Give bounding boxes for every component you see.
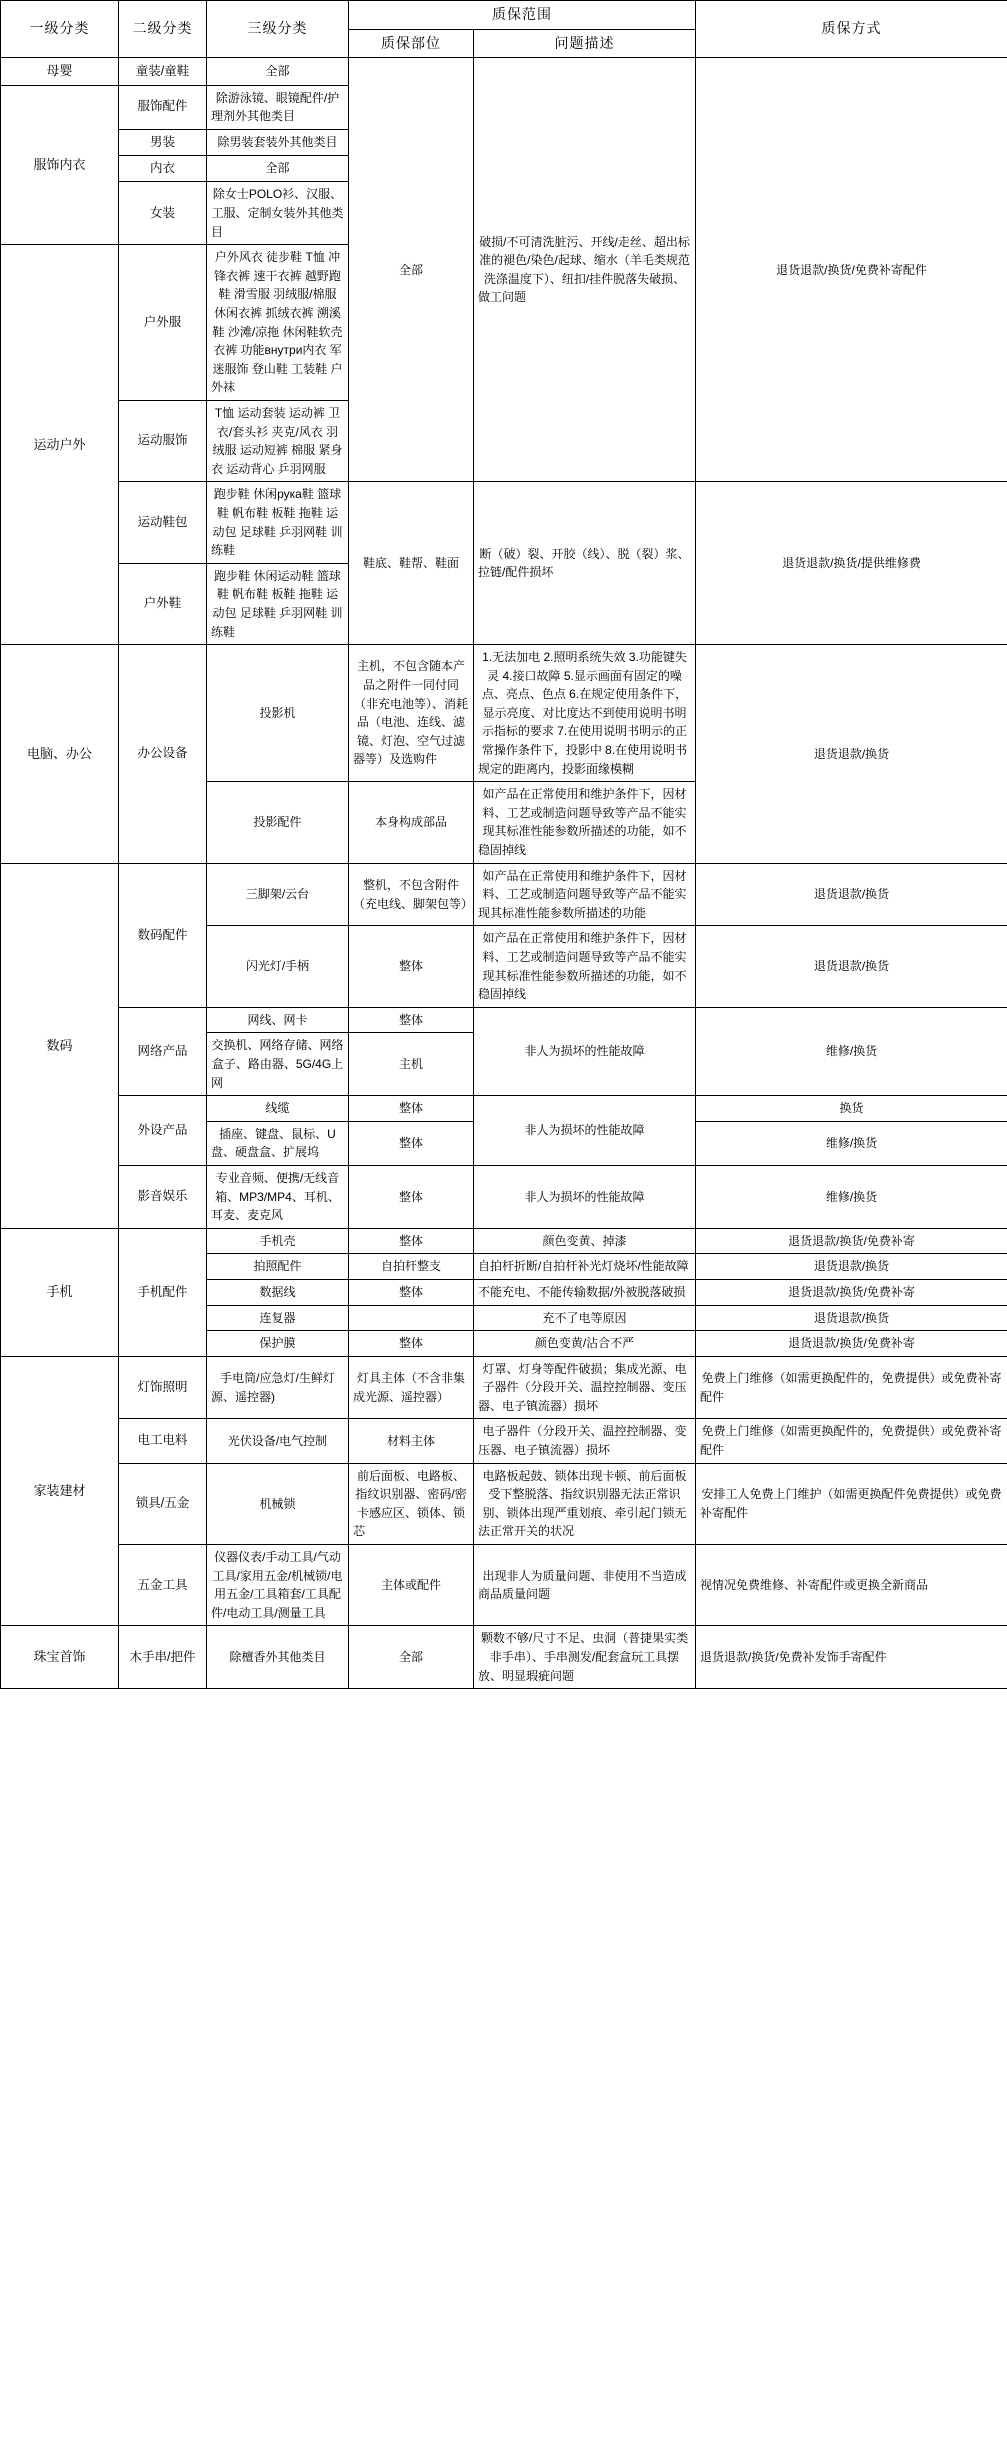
cell-issue: 破损/不可清洗脏污、开线/走丝、超出标准的褪色/染色/起球、缩水（羊毛类规范洗涤温度下）、纽扣/挂件脱落失破损、做工问题	[474, 58, 696, 482]
cell-level2: 网络产品	[119, 1007, 207, 1095]
cell-method: 退货退款/换货	[696, 1254, 1007, 1280]
cell-level2: 童装/童鞋	[119, 58, 207, 85]
cell-level2: 女装	[119, 182, 207, 245]
cell-level2: 户外鞋	[119, 563, 207, 644]
cell-issue: 颜色变黄/沾合不严	[474, 1331, 696, 1357]
cell-level1: 运动户外	[1, 245, 119, 645]
header-level3: 三级分类	[207, 1, 349, 58]
cell-part: 本身构成部品	[349, 782, 474, 863]
cell-method: 视情况免费维修、补寄配件或更换全新商品	[696, 1545, 1007, 1626]
header-scope-group: 质保范围	[349, 1, 696, 30]
cell-method: 免费上门维修（如需更换配件的，免费提供）或免费补寄配件	[696, 1356, 1007, 1419]
cell-issue: 电路板起鼓、锁体出现卡顿、前后面板受下整脱落、指纹识别器无法正常识别、锁体出现严重划痕、牵引起门锁无法正常开关的状况	[474, 1463, 696, 1544]
cell-method: 退货退款/换货	[696, 1305, 1007, 1331]
cell-issue: 自拍杆折断/自拍杆补光灯烧坏/性能故障	[474, 1254, 696, 1280]
cell-method: 退货退款/换货/免费补寄配件	[696, 58, 1007, 482]
cell-level2: 运动鞋包	[119, 482, 207, 563]
cell-level3: 仪器仪表/手动工具/气动工具/家用五金/机械锁/电用五金/工具箱套/工具配件/电动工具/测量工具	[207, 1545, 349, 1626]
cell-level2: 五金工具	[119, 1545, 207, 1626]
cell-issue: 非人为损坏的性能故障	[474, 1165, 696, 1228]
table-body	[1, 58, 1007, 1689]
cell-part: 整体	[349, 1096, 474, 1122]
cell-part: 整体	[349, 1007, 474, 1033]
cell-level3: 数据线	[207, 1279, 349, 1305]
cell-part: 整体	[349, 1331, 474, 1357]
cell-level3: 机械锁	[207, 1463, 349, 1544]
table-header	[1, 1, 1007, 58]
table-row	[1, 482, 1007, 563]
table-row	[1, 1545, 1007, 1626]
cell-part: 主机	[349, 1033, 474, 1096]
cell-issue: 充不了电等原因	[474, 1305, 696, 1331]
cell-part: 整体	[349, 1279, 474, 1305]
cell-level3: 全部	[207, 58, 349, 85]
cell-level3: 投影机	[207, 645, 349, 782]
cell-part: 整体	[349, 926, 474, 1007]
cell-level3: 除檀香外其他类目	[207, 1626, 349, 1689]
table-row	[1, 645, 1007, 782]
cell-part: 材料主体	[349, 1419, 474, 1463]
cell-level3: 保护膜	[207, 1331, 349, 1357]
cell-level1: 电脑、办公	[1, 645, 119, 864]
cell-method: 退货退款/换货	[696, 863, 1007, 926]
cell-level3: 拍照配件	[207, 1254, 349, 1280]
cell-part	[349, 1305, 474, 1331]
cell-issue: 出现非人为质量问题、非使用不当造成商品质量问题	[474, 1545, 696, 1626]
cell-level3: 投影配件	[207, 782, 349, 863]
cell-level3: 手机壳	[207, 1228, 349, 1254]
cell-method: 维修/换货	[696, 1007, 1007, 1095]
cell-part: 整机，不包含附件（充电线、脚架包等）	[349, 863, 474, 926]
cell-level2: 内衣	[119, 156, 207, 182]
cell-part: 整体	[349, 1165, 474, 1228]
cell-level3: 除女士POLO衫、汉服、工服、定制女装外其他类目	[207, 182, 349, 245]
cell-level3: 插座、键盘、鼠标、U盘、硬盘盒、扩展坞	[207, 1121, 349, 1165]
header-scope-issue: 问题描述	[474, 29, 696, 58]
cell-level2: 锁具/五金	[119, 1463, 207, 1544]
cell-level3: 闪光灯/手柄	[207, 926, 349, 1007]
cell-level3: 专业音频、便携/无线音箱、MP3/MP4、耳机、耳麦、麦克风	[207, 1165, 349, 1228]
cell-level3: 户外风衣 徒步鞋 T恤 冲锋衣裤 速干衣裤 越野跑鞋 滑雪服 羽绒服/棉服 休闲衣裤 抓绒衣裤 溯溪鞋 沙滩/凉拖 休闲鞋软壳衣裤 功能внутри内衣 军迷服饰 登山鞋 工装鞋 户外袜	[207, 245, 349, 401]
cell-method: 免费上门维修（如需更换配件的，免费提供）或免费补寄配件	[696, 1419, 1007, 1463]
cell-level2: 手机配件	[119, 1228, 207, 1356]
cell-level3: 网线、网卡	[207, 1007, 349, 1033]
cell-level1: 服饰内衣	[1, 85, 119, 245]
cell-method: 退货退款/换货	[696, 926, 1007, 1007]
cell-issue: 如产品在正常使用和维护条件下，因材料、工艺或制造问题导致等产品不能实现其标准性能参数所描述的功能，如不稳固掉线	[474, 926, 696, 1007]
cell-level1: 母婴	[1, 58, 119, 85]
cell-part: 全部	[349, 58, 474, 482]
cell-level3: T恤 运动套装 运动裤 卫衣/套头衫 夹克/风衣 羽绒服 运动短裤 棉服 紧身衣 运动背心 乒羽网服	[207, 400, 349, 481]
cell-issue: 灯罩、灯身等配件破损；集成光源、电子器件（分段开关、温控控制器、变压器、电子镇流器）损坏	[474, 1356, 696, 1419]
cell-method: 退货退款/换货/免费补寄	[696, 1331, 1007, 1357]
cell-level2: 灯饰照明	[119, 1356, 207, 1419]
cell-method: 安排工人免费上门维护（如需更换配件免费提供）或免费补寄配件	[696, 1463, 1007, 1544]
cell-method: 退货退款/换货/免费补寄	[696, 1228, 1007, 1254]
table-row	[1, 1007, 1007, 1033]
cell-level1: 手机	[1, 1228, 119, 1356]
table-row	[1, 1165, 1007, 1228]
cell-level2: 影音娱乐	[119, 1165, 207, 1228]
table-row	[1, 58, 1007, 85]
header-scope-part: 质保部位	[349, 29, 474, 58]
cell-level2: 运动服饰	[119, 400, 207, 481]
cell-method: 换货	[696, 1096, 1007, 1122]
cell-issue: 如产品在正常使用和维护条件下，因材料、工艺或制造问题导致等产品不能实现其标准性能参数所描述的功能，如不稳固掉线	[474, 782, 696, 863]
cell-level2: 外设产品	[119, 1096, 207, 1166]
cell-level3: 三脚架/云台	[207, 863, 349, 926]
cell-part: 鞋底、鞋帮、鞋面	[349, 482, 474, 645]
cell-level2: 户外服	[119, 245, 207, 401]
cell-level3: 光伏设备/电气控制	[207, 1419, 349, 1463]
cell-level2: 男装	[119, 129, 207, 155]
cell-method: 退货退款/换货/免费补寄	[696, 1279, 1007, 1305]
cell-issue: 非人为损坏的性能故障	[474, 1007, 696, 1095]
cell-level1: 珠宝首饰	[1, 1626, 119, 1689]
cell-part: 整体	[349, 1121, 474, 1165]
cell-part: 灯具主体（不含非集成光源、遥控器）	[349, 1356, 474, 1419]
cell-level2: 服饰配件	[119, 85, 207, 129]
cell-level1: 家装建材	[1, 1356, 119, 1626]
cell-level3: 手电筒/应急灯/生鲜灯源、遥控器)	[207, 1356, 349, 1419]
cell-issue: 如产品在正常使用和维护条件下，因材料、工艺或制造问题导致等产品不能实现其标准性能参数所描述的功能	[474, 863, 696, 926]
cell-part: 主体或配件	[349, 1545, 474, 1626]
header-level2: 二级分类	[119, 1, 207, 58]
cell-level3: 线缆	[207, 1096, 349, 1122]
cell-level3: 连复器	[207, 1305, 349, 1331]
cell-level3: 除游泳镜、眼镜配件/护理剂外其他类目	[207, 85, 349, 129]
cell-level2: 木手串/把件	[119, 1626, 207, 1689]
cell-issue: 颗数不够/尺寸不足、虫洞（普捷果实类非手串）、手串测发/配套盒玩工具摆放、明显瑕疵问题	[474, 1626, 696, 1689]
cell-issue: 1.无法加电 2.照明系统失效 3.功能键失灵 4.接口故障 5.显示画面有固定的噪点、亮点、色点 6.在规定使用条件下，显示亮度、对比度达不到使用说明书明示指标的要求 7.在使用说明书明示的正常操作条件下，投影中 8.在使用说明书规定的距离内，投影面缘模糊	[474, 645, 696, 782]
table-row	[1, 1626, 1007, 1689]
cell-part: 前后面板、电路板、指纹识别器、密码/密卡感应区、锁体、锁芯	[349, 1463, 474, 1544]
cell-level3: 除男装套装外其他类目	[207, 129, 349, 155]
cell-issue: 电子器件（分段开关、温控控制器、变压器、电子镇流器）损坏	[474, 1419, 696, 1463]
cell-level2: 数码配件	[119, 863, 207, 1007]
cell-part: 主机，不包含随本产品之附件一同付同（非充电池等）、消耗品（电池、连线、滤镜、灯泡、空气过滤器等）及选购件	[349, 645, 474, 782]
cell-issue: 断（破）裂、开胶（线）、脱（裂）浆、拉链/配件损坏	[474, 482, 696, 645]
table-row	[1, 1228, 1007, 1254]
cell-level2: 电工电料	[119, 1419, 207, 1463]
cell-part: 全部	[349, 1626, 474, 1689]
cell-method: 维修/换货	[696, 1165, 1007, 1228]
cell-level3: 跑步鞋 休闲рука鞋 篮球鞋 帆布鞋 板鞋 拖鞋 运动包 足球鞋 乒羽网鞋 训练鞋	[207, 482, 349, 563]
table-row	[1, 1356, 1007, 1419]
cell-method: 退货退款/换货/免费补发饰手寄配件	[696, 1626, 1007, 1689]
header-method: 质保方式	[696, 1, 1007, 58]
cell-issue: 不能充电、不能传输数据/外被脱落破损	[474, 1279, 696, 1305]
header-row-1	[1, 1, 1007, 30]
cell-level1: 数码	[1, 863, 119, 1228]
cell-level3: 全部	[207, 156, 349, 182]
cell-method: 维修/换货	[696, 1121, 1007, 1165]
table-row	[1, 863, 1007, 926]
cell-level3: 跑步鞋 休闲运动鞋 篮球鞋 帆布鞋 板鞋 拖鞋 运动包 足球鞋 乒羽网鞋 训练鞋	[207, 563, 349, 644]
table-row	[1, 1419, 1007, 1463]
cell-level3: 交换机、网络存储、网络盒子、路由器、5G/4G上网	[207, 1033, 349, 1096]
cell-method: 退货退款/换货/提供维修费	[696, 482, 1007, 645]
cell-issue: 颜色变黄、掉漆	[474, 1228, 696, 1254]
cell-issue: 非人为损坏的性能故障	[474, 1096, 696, 1166]
cell-level2: 办公设备	[119, 645, 207, 864]
table-row	[1, 1463, 1007, 1544]
header-level1: 一级分类	[1, 1, 119, 58]
table-row	[1, 1096, 1007, 1122]
cell-method: 退货退款/换货	[696, 645, 1007, 864]
cell-part: 自拍杆整支	[349, 1254, 474, 1280]
cell-part: 整体	[349, 1228, 474, 1254]
